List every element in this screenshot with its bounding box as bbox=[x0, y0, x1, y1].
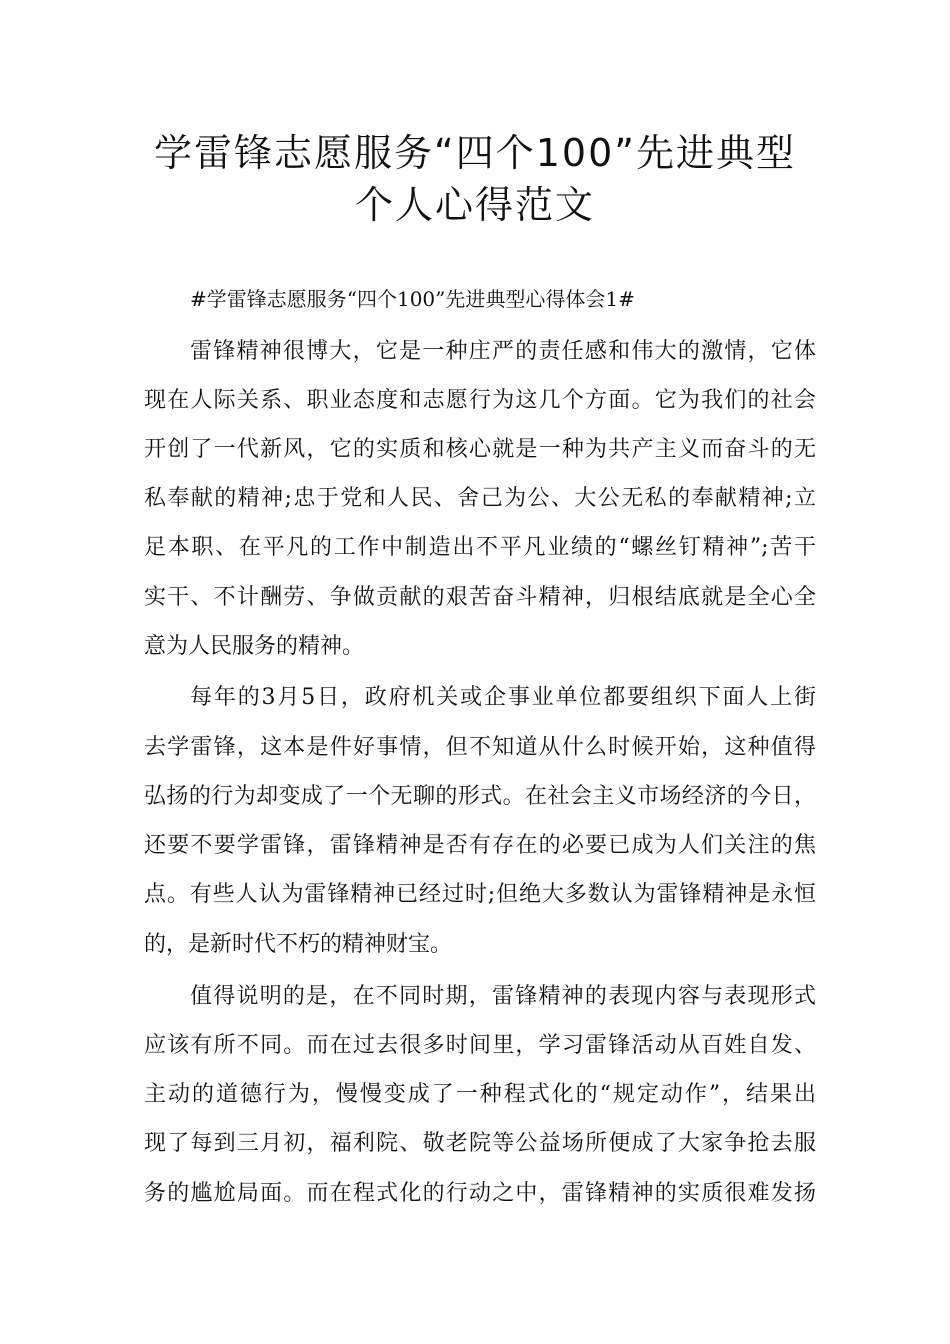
paragraph-2-line-2: 去学雷锋，这本是件好事情，但不知道从什么时候开始，这种值得 bbox=[144, 735, 816, 760]
paragraph-2-line-4: 还要不要学雷锋，雷锋精神是否有存在的必要已成为人们关注的焦 bbox=[144, 833, 816, 858]
paragraph-2-line-6: 的，是新时代不朽的精神财宝。 bbox=[144, 932, 453, 957]
paragraph-1-line-6: 实干、不计酬劳、争做贡献的艰苦奋斗精神，归根结底就是全心全 bbox=[144, 585, 816, 610]
paragraph-2-line-5: 点。有些人认为雷锋精神已经过时;但绝大多数认为雷锋精神是永恒 bbox=[144, 882, 816, 907]
paragraph-1-line-3: 开创了一代新风，它的实质和核心就是一种为共产主义而奋斗的无 bbox=[144, 437, 816, 462]
document-title-line-2: 个人心得范文 bbox=[354, 183, 595, 227]
paragraph-3-line-4: 现了每到三月初，福利院、敬老院等公益场所便成了大家争抢去服 bbox=[144, 1131, 816, 1156]
paragraph-3-line-1: 值得说明的是，在不同时期，雷锋精神的表现内容与表现形式 bbox=[190, 984, 816, 1009]
paragraph-1-line-2: 现在人际关系、职业态度和志愿行为这几个方面。它为我们的社会 bbox=[144, 388, 816, 413]
document-title-line-1: 学雷锋志愿服务“四个100”先进典型 bbox=[154, 131, 796, 175]
paragraph-3-line-3: 主动的道德行为，慢慢变成了一种程式化的“规定动作”，结果出 bbox=[144, 1082, 816, 1107]
paragraph-2-line-1: 每年的3月5日，政府机关或企事业单位都要组织下面人上街 bbox=[190, 685, 816, 710]
paragraph-1-line-5: 足本职、在平凡的工作中制造出不平凡业绩的“螺丝钉精神”;苦干 bbox=[144, 535, 816, 560]
paragraph-3-line-5: 务的尴尬局面。而在程式化的行动之中，雷锋精神的实质很难发扬 bbox=[144, 1181, 816, 1206]
paragraph-3-line-2: 应该有所不同。而在过去很多时间里，学习雷锋活动从百姓自发、 bbox=[144, 1033, 816, 1058]
paragraph-1-line-4: 私奉献的精神;忠于党和人民、舍己为公、大公无私的奉献精神;立 bbox=[144, 486, 816, 511]
paragraph-1-line-7: 意为人民服务的精神。 bbox=[144, 634, 365, 659]
paragraph-2-line-3: 弘扬的行为却变成了一个无聊的形式。在社会主义市场经济的今日， bbox=[144, 784, 816, 809]
paragraph-1-line-1: 雷锋精神很博大，它是一种庄严的责任感和伟大的激情，它体 bbox=[190, 339, 816, 364]
section-subheading: #学雷锋志愿服务“四个100”先进典型心得体会1# bbox=[190, 287, 635, 311]
